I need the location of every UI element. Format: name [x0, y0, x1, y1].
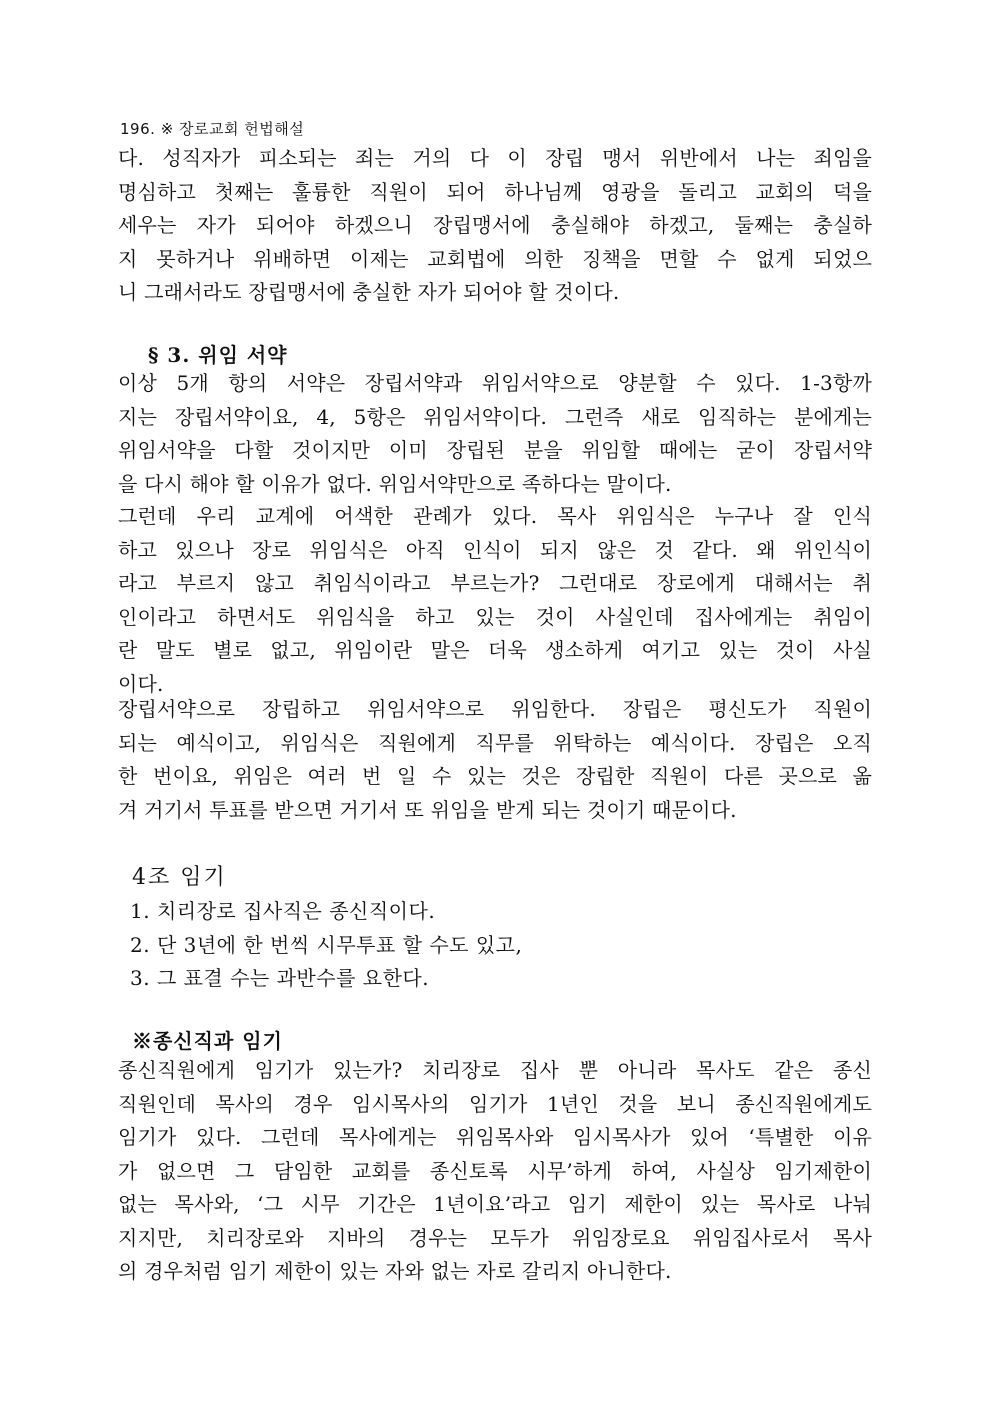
- text-line: 지 못하거나 위배하면 이제는 교회법에 의한 징책을 면할 수 없게 되었으: [118, 246, 872, 271]
- page-header: [120, 118, 304, 139]
- text-line: 종신직원에게 임기가 있는가? 치리장로 집사 뿐 아니라 목사도 같은 종신: [118, 1058, 872, 1082]
- text-line: 가 없으면 그 담임한 교회를 종신토록 시무’하게 하여, 사실상 임기제한이: [118, 1158, 872, 1183]
- article-heading: 4조 임기: [132, 865, 227, 890]
- text-line: 니 그래서라도 장립맹서에 충실한 자가 되어야 할 것이다.: [118, 280, 620, 304]
- section3-paragraph-1: [118, 367, 872, 501]
- list-item: 1. 치리장로 집사직은 종신직이다.: [130, 899, 436, 923]
- text-line: 하고 있으나 장로 위임식은 아직 인식이 되지 않은 것 같다. 왜 위인식이: [118, 537, 872, 562]
- text-line: 의 경우처럼 임기 제한이 있는 자와 없는 자로 갈리지 아니한다.: [118, 1259, 672, 1283]
- text-line: 지지만, 치리장로와 지바의 경우는 모두가 위임장로요 위임집사로서 목사: [118, 1225, 872, 1250]
- running-title: ※ 장로교회 헌법해설: [160, 120, 305, 138]
- text-line: 세우는 자가 되어야 하겠으니 장립맹서에 충실해야 하겠고, 둘째는 충실하: [118, 213, 872, 237]
- text-line: 라고 부르지 않고 취임식이라고 부르는가? 그런대로 장로에게 대해서는 취: [118, 571, 872, 595]
- text-line: 지는 장립서약이요, 4, 5항은 위임서약이다. 그런즉 새로 임직하는 분에게는: [118, 404, 872, 429]
- text-line: 임기가 있다. 그런데 목사에게는 위임목사와 임시목사가 있어 ‘특별한 이유: [118, 1125, 872, 1149]
- text-line: 장립서약으로 장립하고 위임서약으로 위임한다. 장립은 평신도가 직원이: [118, 697, 872, 721]
- text-line: 인이라고 하면서도 위임식을 하고 있는 것이 사실인데 집사에게는 취임이: [118, 604, 872, 629]
- intro-paragraph: [118, 142, 872, 310]
- section3-paragraph-3: [118, 693, 872, 827]
- text-line: 이상 5개 항의 서약은 장립서약과 위임서약으로 양분할 수 있다. 1-3항까: [118, 371, 872, 395]
- text-line: 그런데 우리 교계에 어색한 관례가 있다. 목사 위임식은 누구나 잘 인식: [118, 504, 872, 528]
- text-line: 없는 목사와, ‘그 시무 기간은 1년이요’라고 임기 제한이 있는 목사로 나눠: [118, 1192, 872, 1216]
- page-number: 196.: [120, 120, 156, 138]
- text-line: 한 번이요, 위임은 여러 번 일 수 있는 것은 장립한 직원이 다른 곳으로 옮: [118, 764, 872, 788]
- list-item: 3. 그 표결 수는 과반수를 요한다.: [130, 966, 430, 990]
- text-line: 란 말도 별로 없고, 위임이란 말은 더욱 생소하게 여기고 있는 것이 사실: [118, 638, 872, 662]
- text-line: 위임서약을 다할 것이지만 이미 장립된 분을 위임할 때에는 굳이 장립서약: [118, 438, 872, 462]
- text-line: 겨 거기서 투표를 받으면 거기서 또 위임을 받게 되는 것이기 때문이다.: [118, 797, 737, 822]
- text-line: 이다.: [118, 671, 164, 696]
- text-line: 직원인데 목사의 경우 임시목사의 임기가 1년인 것을 보니 종신직원에게도: [118, 1091, 872, 1116]
- list-item: 2. 단 3년에 한 번씩 시무투표 할 수도 있고,: [130, 933, 523, 957]
- text-line: 되는 예식이고, 위임식은 직원에게 직무를 위탁하는 예식이다. 장립은 오직: [118, 730, 872, 755]
- text-line: 다. 성직자가 피소되는 죄는 거의 다 이 장립 맹서 위반에서 나는 죄임을: [118, 146, 872, 170]
- note-paragraph: [118, 1054, 872, 1289]
- text-line: 명심하고 첫째는 훌륭한 직원이 되어 하나님께 영광을 돌리고 교회의 덕을: [118, 179, 872, 204]
- text-line: 을 다시 해야 할 이유가 없다. 위임서약만으로 족하다는 말이다.: [118, 471, 672, 496]
- section3-paragraph-2: [118, 500, 872, 701]
- note-heading: ※종신직과 임기: [132, 1029, 283, 1053]
- section-heading: § 3. 위임 서약: [148, 343, 288, 367]
